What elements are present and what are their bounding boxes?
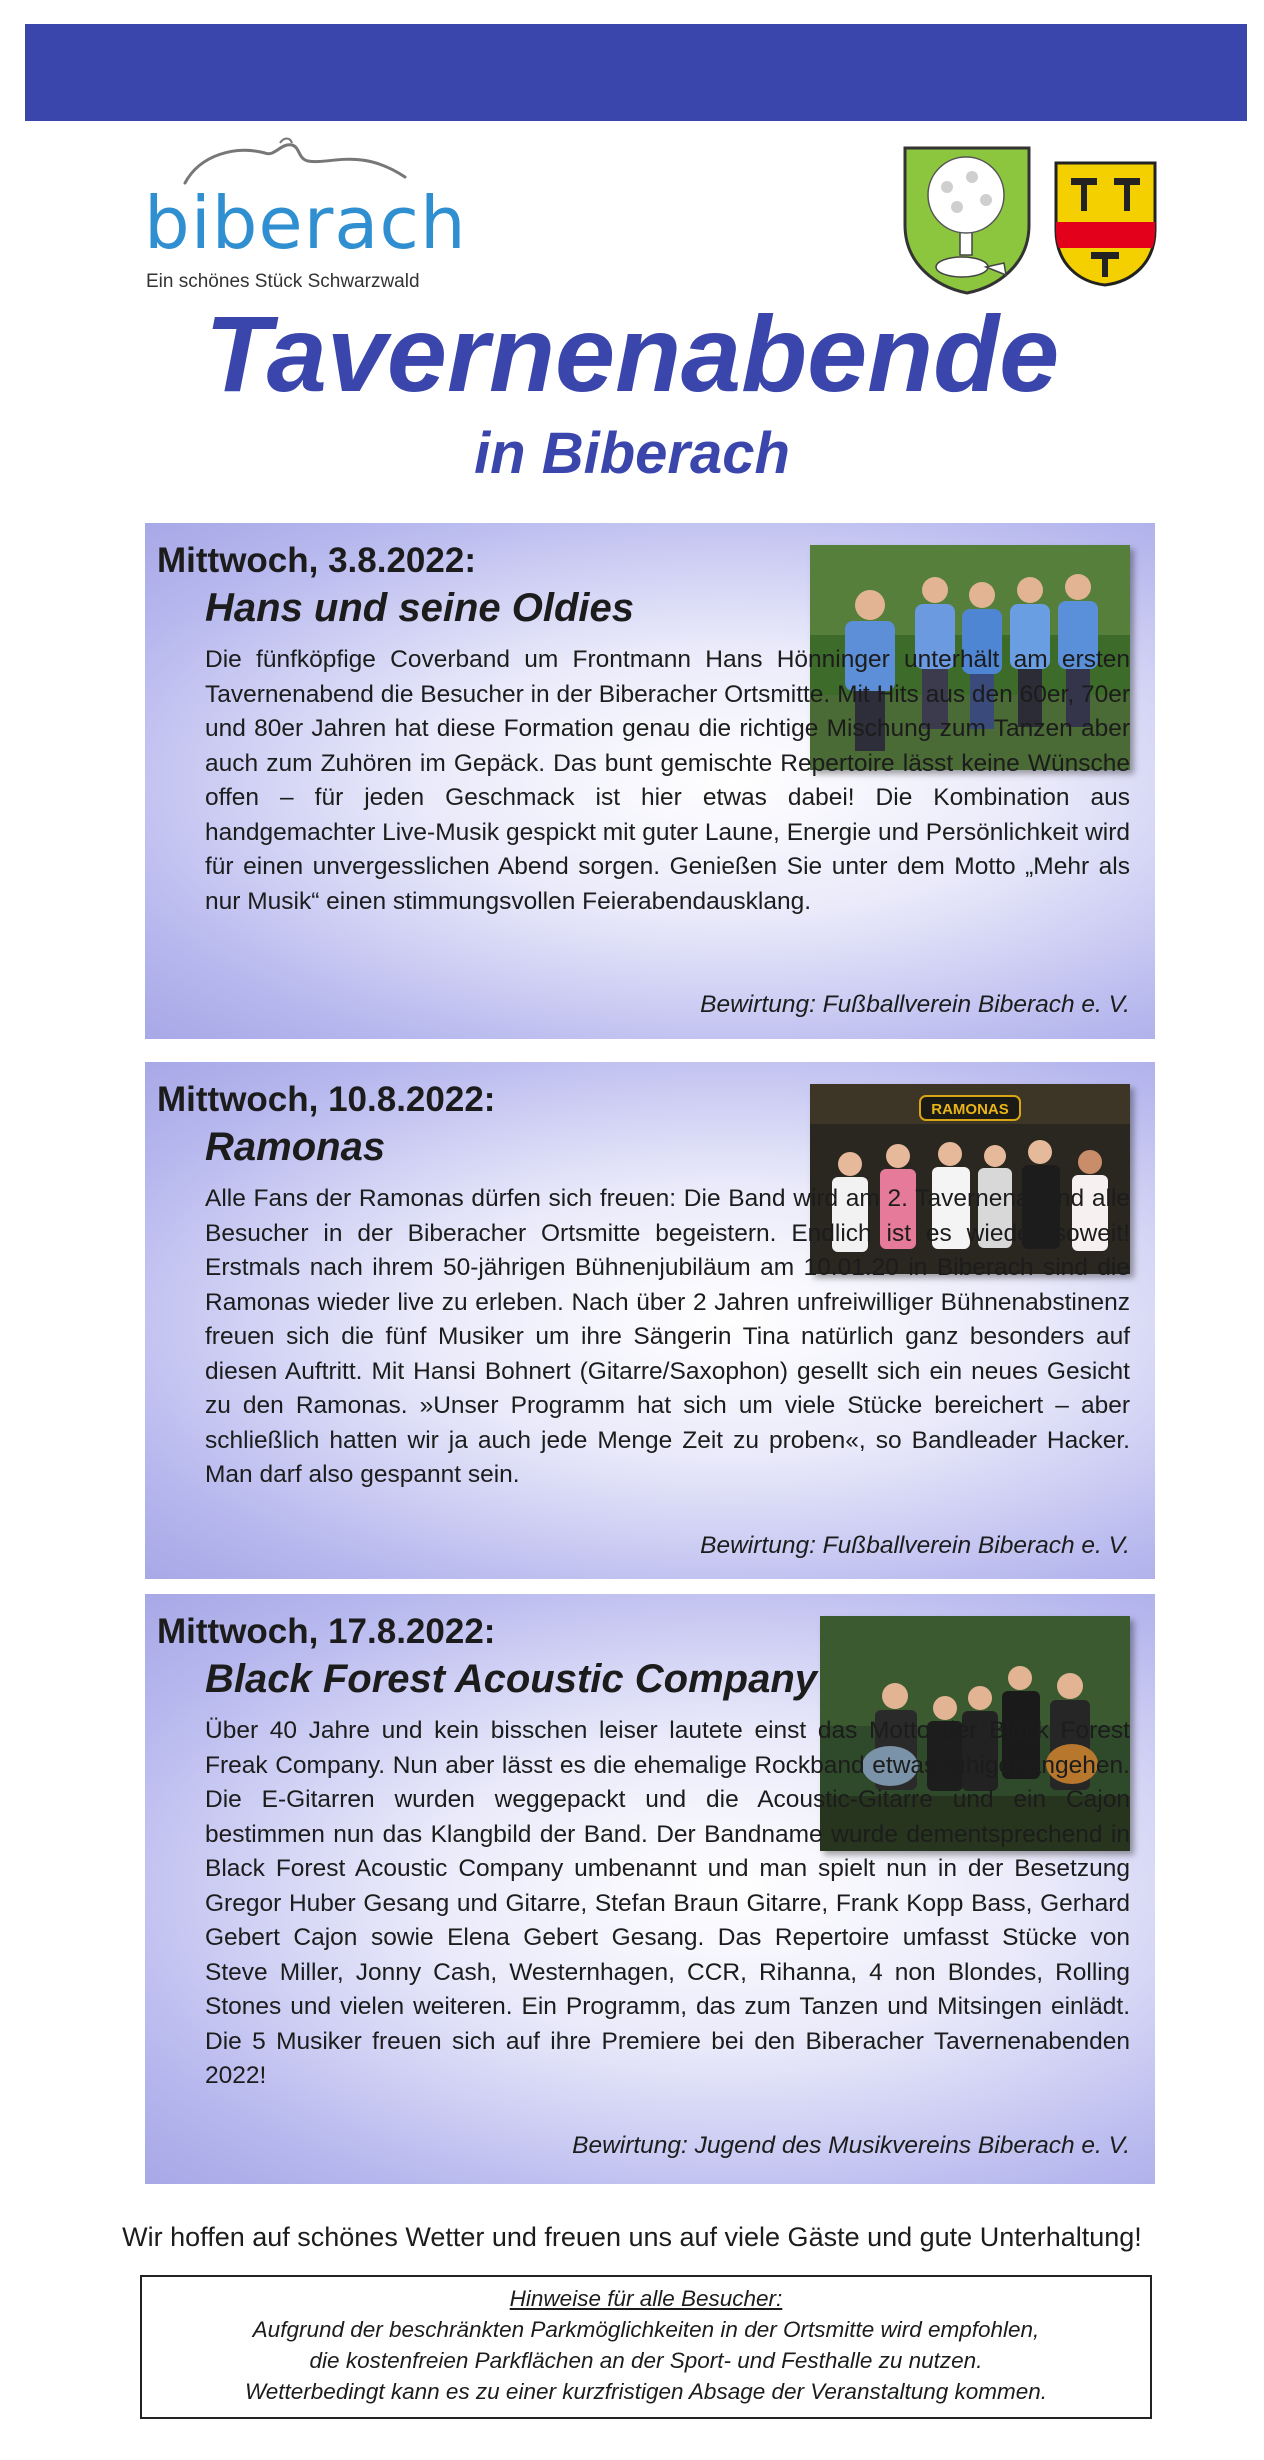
event-description bbox=[205, 643, 1130, 919]
mining-coat-of-arms-icon bbox=[1053, 160, 1158, 288]
logo-wordmark: biberach bbox=[144, 181, 467, 265]
notice-line-1: Aufgrund der beschränkten Parkmöglichkeiten in der Ortsmitte wird empfohlen, bbox=[252, 2317, 1040, 2342]
page-title: Tavernenabende bbox=[204, 293, 1060, 414]
biberach-logo bbox=[140, 135, 470, 295]
event-date: Mittwoch, 3.8.2022: bbox=[157, 541, 476, 580]
event-description bbox=[205, 1182, 1130, 1493]
event-description bbox=[205, 1714, 1130, 2094]
visitor-notice-box bbox=[140, 2275, 1152, 2419]
event-description-text: Über 40 Jahre und kein bisschen leiser lautete einst das Motto der Black Forest Freak Company. Nun aber lässt es die ehemalige Rockband etwas ruhiger angehen. Die E-Gitarren wurden weggepackt und die Acoustic-Gitarre und ein Cajon bestimmen nun das Klangbild der Band. Der Bandname wurde dementsprechend in Black Forest Acoustic Company umbenannt und man spielt nun in der Besetzung Gregor Huber Gesang und Gitarre, Stefan Braun Gitarre, Frank Kopp Bass, Gerhard Gebert Cajon sowie Elena Gebert Gesang. Das Repertoire umfasst Stücke von Steve Miller, Jonny Cash, Westernhagen, CCR, Rihanna, 4 non Blondes, Rolling Stones und vielen weiteren. Ein Programm, das zum Tanzen und Mitsingen einlädt. Die 5 Musiker freuen sich auf ihre Premiere bei den Biberacher Tavernenabenden 2022! bbox=[205, 1717, 1130, 2089]
event-card-2 bbox=[145, 1062, 1155, 1579]
closing-message: Wir hoffen auf schönes Wetter und freuen uns auf viele Gäste und gute Unterhaltung! bbox=[122, 2222, 1142, 2252]
notice-heading: Hinweise für alle Besucher: bbox=[509, 2286, 783, 2311]
event-card-1 bbox=[145, 523, 1155, 1039]
event-band-name: Ramonas bbox=[205, 1125, 386, 1169]
logo-slogan: Ein schönes Stück Schwarzwald bbox=[146, 271, 420, 292]
notice-line-3: Wetterbedingt kann es zu einer kurzfristigen Absage der Veranstaltung kommen. bbox=[244, 2379, 1048, 2404]
page-subtitle: in Biberach bbox=[474, 421, 790, 486]
event-description-text: Alle Fans der Ramonas dürfen sich freuen: Die Band wird am 2. Tavernenabend alle Besucher in der Biberacher Ortsmitte begeistern. Endlich ist es wieder soweit! Erstmals nach ihrem 50-jährigen Bühnenjubiläum am 10.01.20 in Biberach sind die Ramonas wieder live zu erleben. Nach über 2 Jahren unfreiwilliger Bühnenabstinenz freuen sich die fünf Musiker um ihre Sängerin Tina natürlich ganz besonders auf diesen Auftritt. Mit Hansi Bohnert (Gitarre/Saxophon) gesellt sich ein neues Gesicht zu den Ramonas. »Unser Programm hat sich um viele Stücke bereichert – aber schließlich hatten wir ja auch jede Menge Zeit zu proben«, so Bandleader Hacker. Man darf also gespannt sein. bbox=[205, 1185, 1130, 1488]
event-band-name: Hans und seine Oldies bbox=[205, 586, 635, 630]
event-date: Mittwoch, 17.8.2022: bbox=[157, 1612, 496, 1651]
event-card-3 bbox=[145, 1594, 1155, 2184]
event-catering: Bewirtung: Jugend des Musikvereins Biberach e. V. bbox=[572, 2132, 1130, 2159]
notice-line-2: die kostenfreien Parkflächen an der Sport- und Festhalle zu nutzen. bbox=[309, 2348, 983, 2373]
biberach-coat-of-arms-icon bbox=[902, 145, 1032, 295]
top-color-bar bbox=[25, 24, 1247, 121]
event-catering: Bewirtung: Fußballverein Biberach e. V. bbox=[700, 991, 1130, 1018]
ramonas-sign-text: RAMONAS bbox=[931, 1101, 1009, 1118]
event-date: Mittwoch, 10.8.2022: bbox=[157, 1080, 496, 1119]
event-catering: Bewirtung: Fußballverein Biberach e. V. bbox=[700, 1532, 1130, 1559]
event-band-name: Black Forest Acoustic Company bbox=[205, 1657, 818, 1701]
event-description-text: Die fünfköpfige Coverband um Frontmann Hans Hönninger unterhält am ersten Tavernenabend die Besucher in der Biberacher Ortsmitte. Mit Hits aus den 60er, 70er und 80er Jahren hat diese Formation genau die richtige Mischung zum Tanzen aber auch zum Zuhören im Gepäck. Das bunt gemischte Repertoire lässt keine Wünsche offen – für jeden Geschmack ist hier etwas dabei! Die Kombination aus handgemachter Live-Musik gespickt mit guter Laune, Energie und Persönlichkeit wird für einen unvergesslichen Abend sorgen. Genießen Sie unter dem Motto „Mehr als nur Musik“ einen stimmungsvollen Feierabendausklang. bbox=[205, 646, 1130, 915]
